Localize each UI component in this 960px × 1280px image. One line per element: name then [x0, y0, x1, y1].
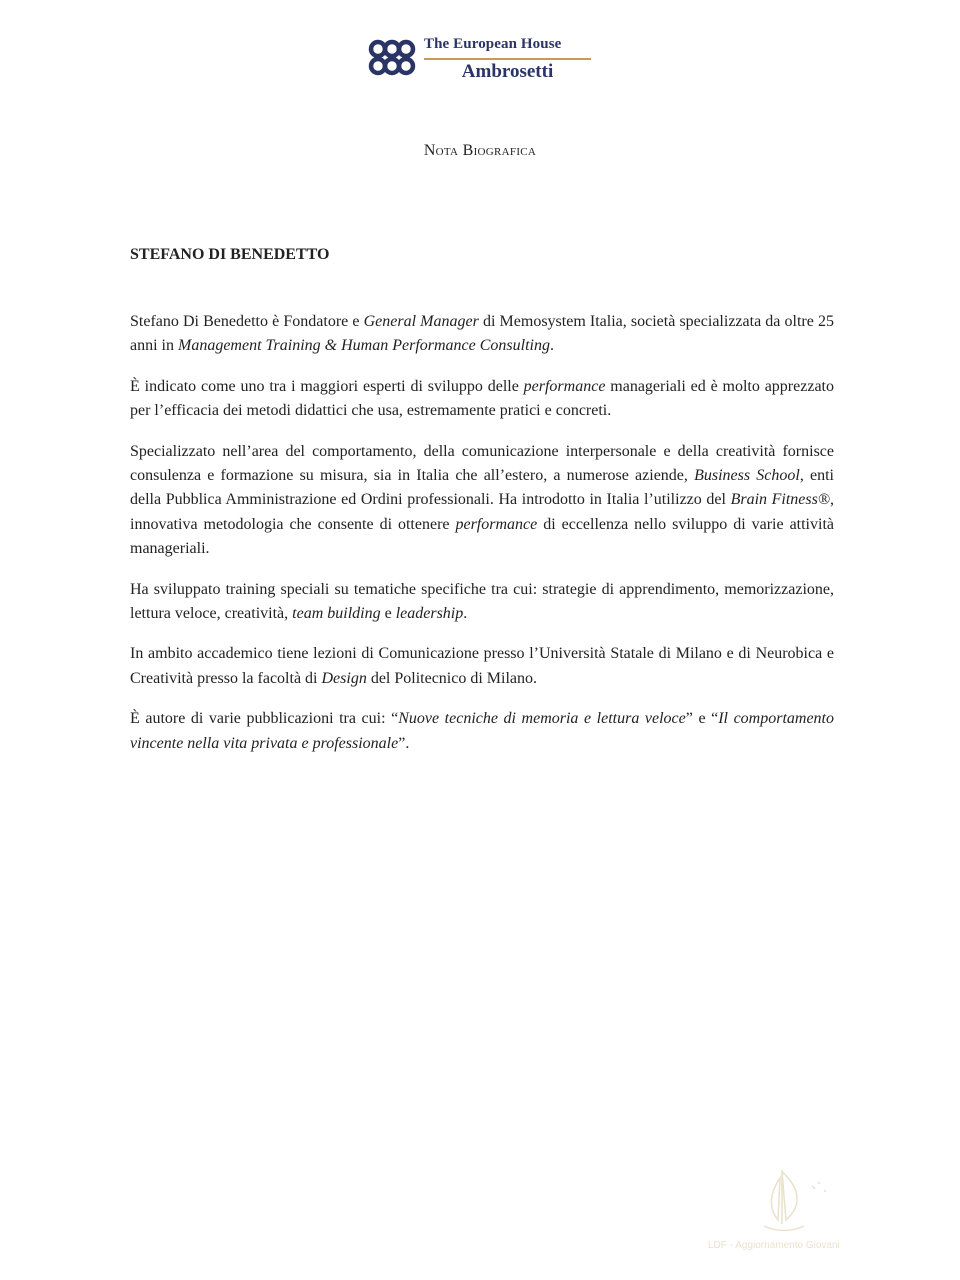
watermark: [700, 1160, 890, 1260]
text-span: , enti della Pubblica Amministrazione ed Ordini professionali. Ha introdotto in Italia l’utilizzo del: [130, 467, 834, 509]
ambrosetti-logo-icon: [368, 38, 420, 78]
document-title: Nota Biografica: [423, 142, 537, 159]
biography-paragraph-3: [130, 440, 834, 562]
text-span: e: [380, 605, 396, 623]
biography-paragraph-4: [130, 578, 834, 627]
text-span: .: [463, 605, 468, 623]
italic-span: Brain Fitness®: [730, 491, 830, 509]
text-span: manageriali ed è molto apprezzato per l’efficacia dei metodi didattici che usa, estremamente pratici e concreti.: [130, 377, 834, 420]
text-span: È autore di varie pubblicazioni tra cui: “: [130, 710, 399, 728]
text-span: Stefano Di Benedetto è Fondatore e: [130, 313, 364, 330]
italic-span: Management Training & Human Performance Consulting: [178, 337, 550, 355]
text-span: ” e “: [685, 710, 719, 728]
text-span: In ambito accademico tiene lezioni di Comunicazione presso l’Università Statale di Milano e di Neurobica e Creatività presso la facoltà di: [130, 645, 834, 687]
brand-name-line1: The European House: [424, 36, 562, 52]
biography-paragraph-1: [130, 310, 834, 359]
italic-span: Design: [321, 669, 367, 687]
italic-span: Business School: [694, 467, 800, 485]
text-span: Ha sviluppato training speciali su tematiche specifiche tra cui: strategie di apprendimento, memorizzazione, lettura veloce, creatività,: [130, 580, 834, 623]
header-logo: [368, 36, 608, 92]
brand-divider: [424, 58, 591, 60]
italic-span: Nuove tecniche di memoria e lettura veloce: [398, 710, 686, 728]
italic-span: General Manager: [363, 313, 479, 330]
sailboat-icon: [700, 1160, 890, 1240]
text-span: .: [549, 337, 554, 355]
text-span: di eccellenza nello sviluppo di varie attività manageriali.: [130, 515, 834, 558]
italic-span: leadership: [395, 605, 464, 623]
biography-paragraph-6: [130, 707, 834, 756]
text-span: ”.: [398, 734, 410, 752]
italic-span: performance: [523, 377, 606, 395]
text-span: del Politecnico di Milano.: [366, 669, 538, 687]
italic-span: Il comportamento vincente nella vita privata e professionale: [130, 710, 834, 752]
biography-paragraph-2: [130, 375, 834, 424]
biography-body: [130, 310, 834, 772]
text-span: , innovativa metodologia che consente di ottenere: [130, 491, 834, 533]
italic-span: team building: [292, 605, 381, 623]
person-name: STEFANO DI BENEDETTO: [130, 246, 330, 263]
text-span: Specializzato nell’area del comportamento, della comunicazione interpersonale e della creatività fornisce consulenza e formazione su misura, sia in Italia che all’estero, a numerose aziende,: [130, 442, 834, 485]
text-span: di Memosystem Italia, società specializzata da oltre 25 anni in: [130, 313, 834, 355]
biography-paragraph-5: [130, 642, 834, 691]
italic-span: performance: [455, 515, 538, 533]
brand-name-line2: Ambrosetti: [461, 61, 554, 82]
text-span: È indicato come uno tra i maggiori esperti di sviluppo delle: [130, 377, 524, 395]
watermark-text: LDF - Aggiornamento Giovani: [708, 1240, 840, 1251]
